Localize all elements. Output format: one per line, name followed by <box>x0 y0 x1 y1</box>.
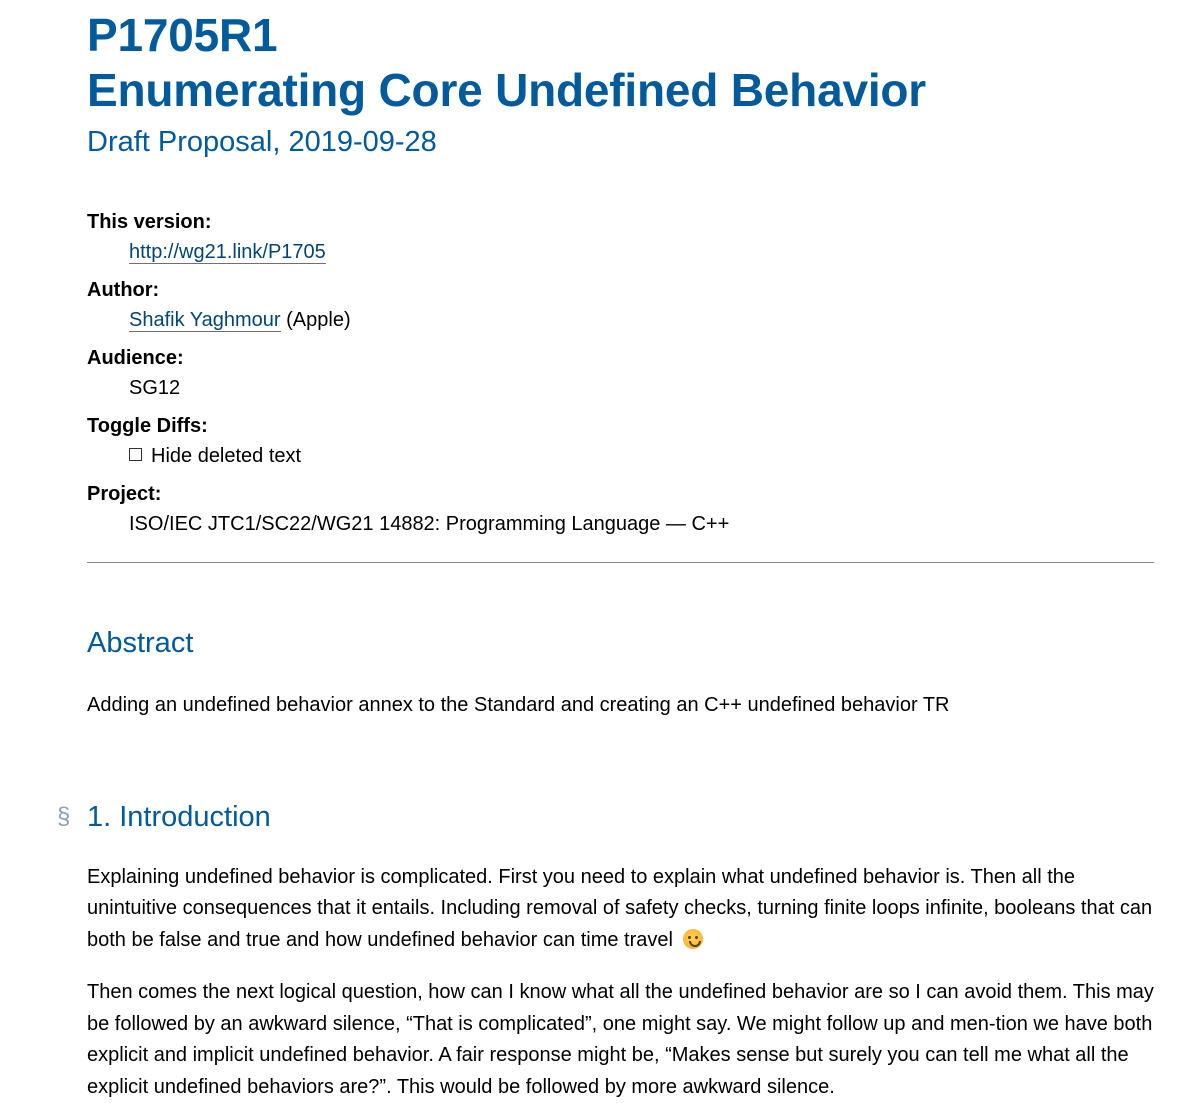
hide-deleted-text-label[interactable]: Hide deleted text <box>151 445 302 467</box>
audience-label: Audience: <box>87 347 184 369</box>
document-title-text: Enumerating Core Undefined Behavior <box>87 64 927 116</box>
document-status: Draft Proposal, 2019-09-28 <box>87 126 437 158</box>
hide-deleted-text-checkbox[interactable] <box>129 448 142 461</box>
this-version-link[interactable]: http://wg21.link/P1705 <box>129 241 326 263</box>
toggle-diffs-value <box>129 441 1154 471</box>
header-divider <box>87 562 1154 563</box>
introduction-heading <box>57 800 1154 834</box>
author-affiliation: (Apple) <box>286 309 351 331</box>
introduction-paragraph-1-text: Explaining undefined behavior is complicated. First you need to explain what undefined behavior is. Then all the unintuitive consequences that it entails. Including removal of safety checks, turning finite loops infinite, booleans that can both be false and true and how undefined behavior can time travel <box>87 865 1153 951</box>
abstract-heading: Abstract <box>87 627 194 659</box>
document-title <box>87 0 1154 118</box>
metadata-list <box>87 207 1154 539</box>
introduction-paragraph-2: Then comes the next logical question, how can I know what all the undefined behavior are so I can avoid them. This may be followed by an awkward silence, “That is complicated”, one might say. We might follow up and men-tion we have both explicit and implicit undefined behavior. A fair response might be, “Makes sense but surely you can tell me what all the explicit undefined behaviors are?”. This would be followed by more awkward silence. <box>87 981 1154 1098</box>
introduction-paragraph-1 <box>87 862 1154 957</box>
exploding-head-emoji-icon <box>683 929 703 949</box>
this-version-value <box>129 237 1154 267</box>
this-version-label: This version: <box>87 211 212 233</box>
document-number: P1705R1 <box>87 9 278 61</box>
audience-value: SG12 <box>129 377 181 399</box>
project-label: Project: <box>87 483 162 505</box>
section-self-link[interactable]: § <box>57 802 71 830</box>
project-value: ISO/IEC JTC1/SC22/WG21 14882: Programming Language — C++ <box>129 513 730 535</box>
document-page <box>57 0 1154 1103</box>
author-value <box>129 305 1154 335</box>
toggle-diffs-label: Toggle Diffs: <box>87 415 208 437</box>
author-link[interactable]: Shafik Yaghmour <box>129 309 281 331</box>
abstract-text: Adding an undefined behavior annex to the Standard and creating an C++ undefined behavior TR <box>87 694 950 716</box>
introduction-heading-text: 1. Introduction <box>87 800 271 833</box>
author-label: Author: <box>87 279 160 301</box>
